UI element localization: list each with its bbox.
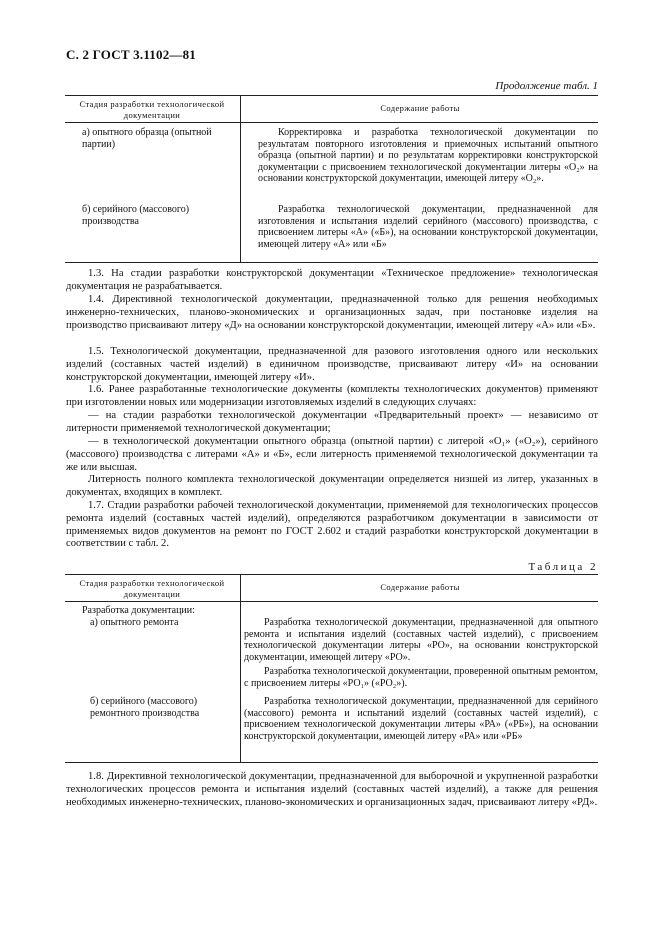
table-2-column-divider: [240, 574, 241, 762]
page-header: С. 2 ГОСТ 3.1102—81: [66, 47, 196, 62]
table-1-row-2-content: Разработка технологической документации, предназначенной для изготовления и испытания изделий серийного (массового) производства, с присвоением литеры «А» («Б»), на основании конструкторской документации, имеющей литеру «А» или «Б»: [258, 204, 598, 250]
table-1-bottom-rule: [65, 262, 598, 263]
paragraph-1-6-item-1: — на стадии разработки технологической документации «Предварительный проект» — независимо от литерности применяемой технологической документации;: [66, 410, 598, 434]
paragraph-1-6-note: Литерность полного комплекта технологической документации определяется низшей из литер, указанных в документах, входящих в комплект.: [66, 474, 598, 498]
paragraph-1-3: 1.3. На стадии разработки конструкторской документации «Техническое предложение» технологическая документация не разрабатывается.: [66, 268, 598, 292]
table-2-row-1-stage: а) опытного ремонта: [90, 617, 179, 628]
table-1-row-1-content: Корректировка и разработка технологической документации по результатам повторного изготовления и приемочных испытаний опытного образца (опытной партии) и по результатам корректировки конструкторской документации с присвоением технологической документации литеры «О₂» на основании конструкторской документации, имеющей литеру «О₂».: [258, 127, 598, 185]
paragraph-1-5: 1.5. Технологической документации, предназначенной для разового изготовления одного или нескольких изделий (составных частей изделий) в единичном производстве, присваивают литеру «И» на основании конструкторской документации, имеющей литеру «И».: [66, 346, 598, 383]
table-2-col1-header: Стадия разработки технологической документации: [79, 578, 225, 599]
table-2-caption: Таблица 2: [528, 561, 598, 573]
table-1-top-rule: [65, 95, 598, 96]
table-2-group-label: Разработка документации:: [82, 605, 195, 616]
paragraph-1-6-item-2: — в технологической документации опытного образца (опытной партии) с литерой «О₁» («О₂»), серийного (массового) производства с литерами «А» и «Б», если литерность применяемой технологической документации та же или высшая.: [66, 436, 598, 473]
table-2-row-2-stage: б) серийного (массового) ремонтного производства: [90, 696, 200, 719]
table-2-row-1-content: Разработка технологической документации, предназначенной для опытного ремонта и испытания изделий (составных частей изделий), с присвоением технологической документации литеры «РО», на основании конструкторской документации, имеющей литеру «РО».: [244, 617, 598, 663]
table-2-bottom-rule: [65, 762, 598, 763]
table-1-row-1-stage: а) опытного образца (опытной партии): [82, 127, 212, 150]
paragraph-1-7: 1.7. Стадии разработки рабочей технологической документации, применяемой для технологических процессов ремонта изделий (составных частей изделий), определяются разработчиком документации в зависимости от применяемых видов документов на ремонт по ГОСТ 2.602 и стадий разработки конструкторской документации в соответствии с табл. 2.: [66, 500, 598, 550]
table-1-column-divider: [240, 95, 241, 262]
paragraph-1-4: 1.4. Директивной технологической документации, предназначенной только для решения необходимых инженерно-технических, планово-экономических и организационных задач, при постановке изделия на производство присваивают литеру «Д» на основании конструкторской документации, имеющей литеру «А» или «Б».: [66, 294, 598, 331]
table-2-top-rule: [65, 574, 598, 575]
table-1-row-2-stage: б) серийного (массового) производства: [82, 204, 190, 227]
table-2-header-rule: [65, 601, 598, 602]
table-2-col2-header: Содержание работы: [380, 582, 460, 592]
paragraph-1-8: 1.8. Директивной технологической документации, предназначенной для выборочной и укрупненной разработки технологических процессов ремонта и испытания изделий (составных частей изделий), а также для решения необходимых инженерно-технических, планово-экономических и организационных задач, присваивают литеру «РД».: [66, 771, 598, 808]
table-continuation-label: Продолжение табл. 1: [495, 80, 598, 92]
paragraph-1-6: 1.6. Ранее разработанные технологические документы (комплекты технологических документов) применяют при изготовлении новых или модернизации изготовляемых изделий в следующих случаях:: [66, 384, 598, 408]
table-1-header-rule: [65, 122, 598, 123]
table-1-col2-header: Содержание работы: [380, 103, 460, 113]
table-2-row-2-content: Разработка технологической документации, предназначенной для серийного (массового) ремонта и испытаний изделий (составных частей изделий), с присвоением технологической документации литеры «РА» («РБ»), на основании конструкторской документации, имеющей литеру «РА» или «РБ»: [244, 696, 598, 742]
table-1-col1-header: Стадия разработки технологической документации: [79, 99, 225, 120]
table-2-row-1-content-2: Разработка технологической документации, проверенной опытным ремонтом, с присвоением литеры «РО₁» («РО₂»).: [244, 666, 598, 689]
